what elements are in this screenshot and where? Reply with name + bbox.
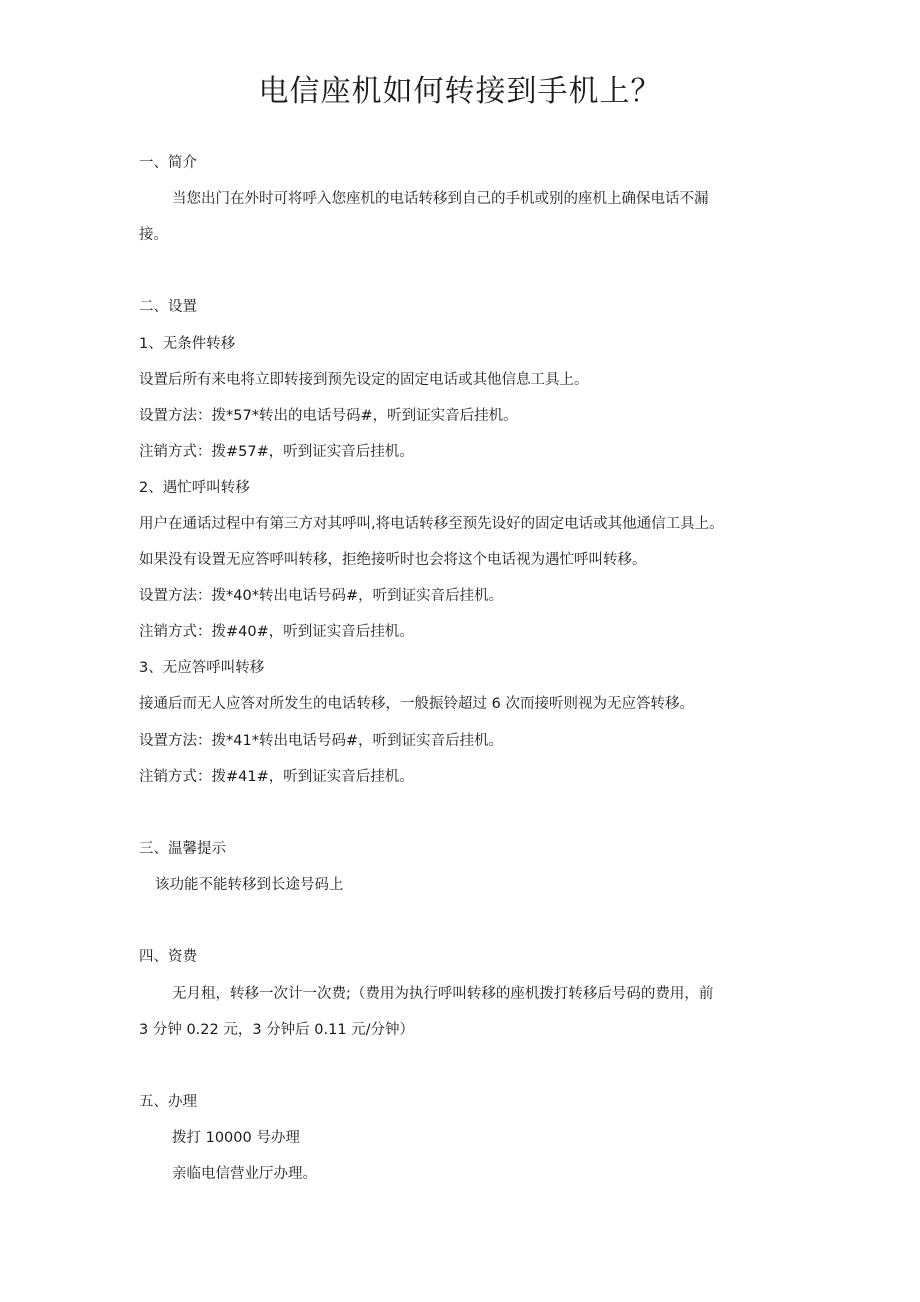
no-answer-desc: 接通后而无人应答对所发生的电话转移，一般振铃超过 6 次而接听则视为无应答转移。 [139,696,694,712]
tips-line-1: 该功能不能转移到长途号码上 [155,877,344,893]
section-heading-fees: 四、资费 [139,949,197,965]
apply-line-1: 拨打 10000 号办理 [172,1130,300,1146]
apply-line-2: 亲临电信营业厅办理。 [172,1166,317,1182]
section-heading-tips: 三、温馨提示 [139,841,226,857]
no-answer-cancel-method: 注销方式：拨#41#，听到证实音后挂机。 [139,769,414,785]
section-heading-setup: 二、设置 [139,299,197,315]
busy-desc-2: 如果没有设置无应答呼叫转移，拒绝接听时也会将这个电话视为遇忙呼叫转移。 [139,552,647,568]
no-answer-set-method: 设置方法：拨*41*转出电话号码#，听到证实音后挂机。 [139,733,504,749]
unconditional-desc: 设置后所有来电将立即转接到预先设定的固定电话或其他信息工具上。 [139,372,589,388]
busy-desc-1: 用户在通话过程中有第三方对其呼叫,将电话转移至预先设好的固定电话或其他通信工具上。 [139,516,724,532]
section-heading-apply: 五、办理 [139,1094,197,1110]
fees-line-2: 3 分钟 0.22 元，3 分钟后 0.11 元/分钟） [139,1022,415,1038]
subheading-busy: 2、遇忙呼叫转移 [139,480,250,496]
busy-set-method: 设置方法：拨*40*转出电话号码#，听到证实音后挂机。 [139,588,504,604]
intro-line-2: 接。 [139,227,168,243]
busy-cancel-method: 注销方式：拨#40#，听到证实音后挂机。 [139,624,414,640]
unconditional-set-method: 设置方法：拨*57*转出的电话号码#，听到证实音后挂机。 [139,408,518,424]
fees-line-1: 无月租，转移一次计一次费;（费用为执行呼叫转移的座机拨打转移后号码的费用，前 [172,986,714,1002]
subheading-unconditional: 1、无条件转移 [139,336,236,352]
section-heading-intro: 一、简介 [139,155,197,171]
intro-line-1: 当您出门在外时可将呼入您座机的电话转移到自己的手机或别的座机上确保电话不漏 [172,191,709,207]
unconditional-cancel-method: 注销方式：拨#57#，听到证实音后挂机。 [139,444,414,460]
subheading-no-answer: 3、无应答呼叫转移 [139,660,265,676]
document-title: 电信座机如何转接到手机上？ [258,74,662,109]
